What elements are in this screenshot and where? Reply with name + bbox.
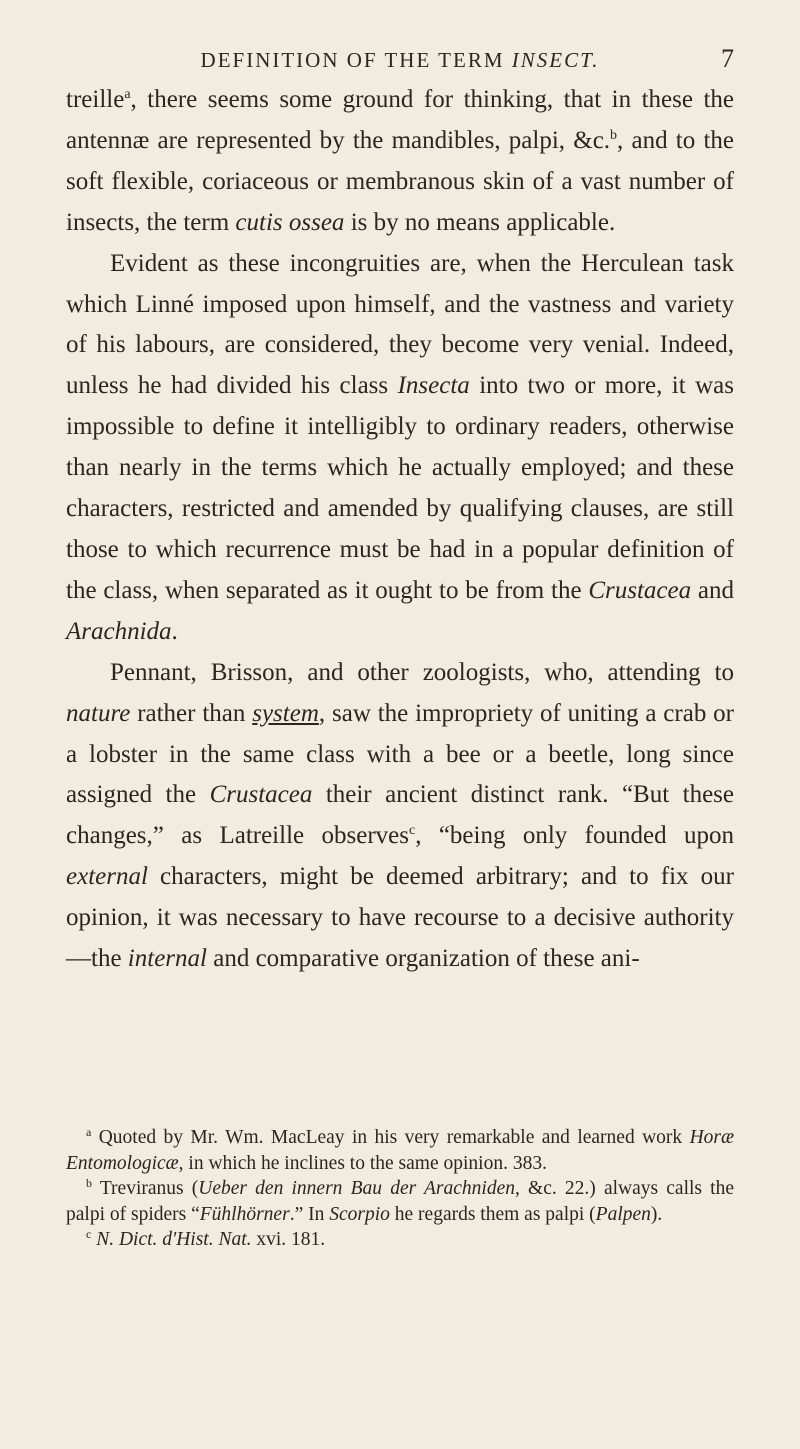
italic-term: Arachnida	[66, 617, 172, 645]
text-run: Treviranus (	[92, 1178, 199, 1200]
body-text	[66, 80, 734, 980]
italic-term: Scorpio	[329, 1203, 390, 1225]
paragraph-3	[66, 653, 734, 980]
text-run: he regards them as palpi (	[389, 1203, 596, 1225]
text-run: and	[691, 576, 734, 604]
text-run: .	[171, 617, 178, 645]
italic-term: Horæ Entomologicæ	[66, 1127, 734, 1174]
italic-term: N. Dict. d'Hist. Nat.	[96, 1229, 252, 1251]
italic-term: Crustacea	[588, 576, 692, 604]
footnote-a	[66, 1125, 734, 1176]
footnote-ref-a: a	[124, 87, 131, 102]
italic-term: Ueber den innern Bau der Arachniden	[198, 1178, 515, 1200]
italic-term: Palpen	[595, 1203, 651, 1225]
footnote-b	[66, 1176, 734, 1227]
text-run: and comparative organization of these ani-	[206, 945, 640, 973]
text-run: xvi. 181.	[251, 1229, 326, 1251]
running-title-italic: INSECT.	[511, 48, 600, 72]
running-title	[0, 48, 800, 73]
italic-term: Insecta	[397, 372, 470, 400]
italic-term: Crustacea	[209, 781, 313, 809]
text-run: .” In	[289, 1203, 330, 1225]
text-run: characters, might be deemed arbitrary; and to fix our opinion, it was necessary to have recourse to a decisive authority—the	[66, 863, 734, 973]
footnote-ref-b: b	[610, 127, 618, 143]
footnote-c	[66, 1227, 734, 1253]
italic-term: cutis ossea	[235, 208, 345, 236]
text-run: rather than	[130, 699, 253, 727]
italic-term: Fühlhörner	[199, 1203, 290, 1225]
running-title-text: DEFINITION OF THE TERM	[200, 48, 512, 72]
italic-term: external	[66, 863, 148, 891]
text-run: , there seems some ground for thinking, that in these the antennæ are represented by the mandibles, palpi, &c.	[66, 86, 734, 154]
page-number: 7	[721, 44, 734, 73]
paragraph-1	[66, 80, 734, 244]
text-run: Evident as these incongruities are, when the Herculean task which Linné imposed upon himself, and the vastness and variety of his labours, are considered, they become very venial. Indeed, unless he had divided his class	[66, 249, 734, 400]
italic-term: nature	[66, 699, 131, 727]
text-run: is by no means applicable.	[344, 208, 616, 236]
footnote-mark: a	[86, 1125, 92, 1139]
text-run: , “being only founded upon	[415, 822, 734, 850]
text-run: into two or more, it was impossible to define it intelligibly to ordinary readers, otherwise than nearly in the terms which he actually employed; and these characters, restricted and amended by qualifying clauses, are still those to which recurrence must be had in a popular definition of the class, when separated as it ought to be from the	[66, 372, 735, 604]
italic-term: system	[252, 699, 319, 727]
footnote-ref-c: c	[408, 823, 416, 839]
text-run: , and to the soft flexible, coriaceous or membranous skin of a vast number of insects, the term	[66, 126, 734, 236]
text-run: , saw the impropriety of uniting a crab or a lobster in the same class with a bee or a beetle, long since assigned the	[66, 699, 734, 809]
text-run: treille	[66, 86, 125, 113]
italic-term: internal	[127, 945, 207, 973]
text-run: , in which he inclines to the same opinion. 383.	[178, 1152, 547, 1174]
text-run: their ancient distinct rank. “But these changes,” as Latreille observes	[66, 781, 735, 850]
footnote-mark: b	[86, 1176, 92, 1191]
running-head	[0, 44, 800, 74]
footnote-mark: c	[86, 1227, 92, 1242]
text-run: , &c. 22.) always calls the palpi of spiders “	[66, 1178, 735, 1225]
paragraph-2	[66, 244, 734, 653]
text-run: ).	[650, 1203, 663, 1225]
text-run: Pennant, Brisson, and other zoologists, who, attending to	[110, 658, 734, 686]
text-run: Quoted by Mr. Wm. MacLeay in his very remarkable and learned work	[91, 1127, 690, 1148]
footnotes	[66, 1125, 734, 1253]
